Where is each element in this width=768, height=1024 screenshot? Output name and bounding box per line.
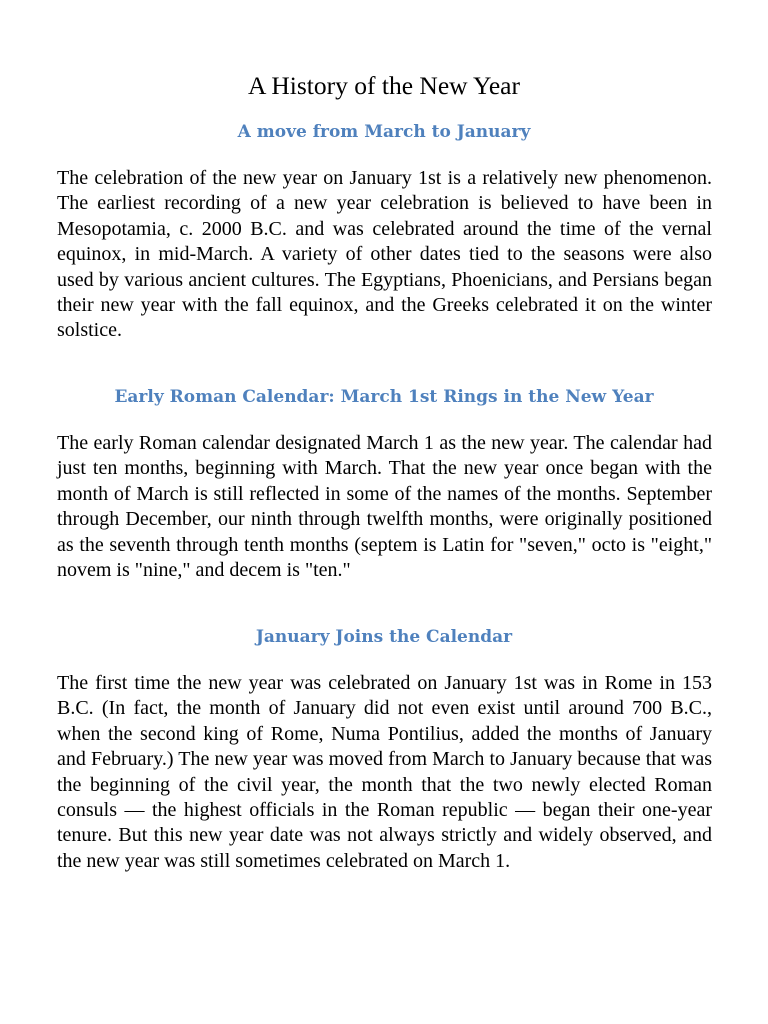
section-heading-early-roman-calendar: Early Roman Calendar: March 1st Rings in the New Year	[114, 387, 654, 407]
section-body-march-to-january: The celebration of the new year on January 1st is a relatively new phenomenon. The earliest recording of a new year celebration is believed to have been in Mesopotamia, c. 2000 B.C. and was celebrated around the time of the vernal equinox, in mid-March. A variety of other dates tied to the seasons were also used by various ancient cultures. The Egyptians, Phoenicians, and Persians began their new year with the fall equinox, and the Greeks celebrated it on the winter solstice.	[57, 167, 712, 342]
section-body-early-roman-calendar: The early Roman calendar designated March 1 as the new year. The calendar had just ten months, beginning with March. That the new year once began with the month of March is still reflected in some of the names of the months. September through December, our ninth through twelfth months, were originally positioned as the seventh through tenth months (septem is Latin for "seven," octo is "eight," novem is "nine," and decem is "ten."	[57, 432, 712, 582]
section-body-january-joins: The first time the new year was celebrated on January 1st was in Rome in 153 B.C. (In fact, the month of January did not even exist until around 700 B.C., when the second king of Rome, Numa Pontilius, added the months of January and February.) The new year was moved from March to January because that was the beginning of the civil year, the month that the two newly elected Roman consuls — the highest officials in the Roman republic — began their one-year tenure. But this new year date was not always strictly and widely observed, and the new year was still sometimes celebrated on March 1.	[57, 672, 712, 872]
section-heading-january-joins: January Joins the Calendar	[255, 627, 513, 647]
document-title: A History of the New Year	[248, 71, 520, 100]
section-heading-march-to-january: A move from March to January	[237, 122, 531, 142]
